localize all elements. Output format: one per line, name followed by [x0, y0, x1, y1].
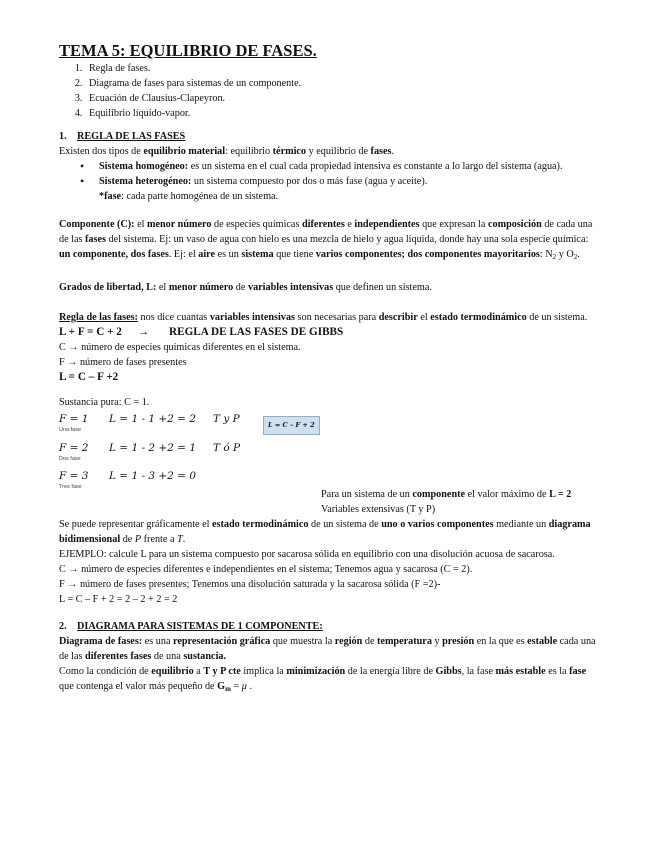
phase-count: F = 3: [59, 470, 89, 482]
toc-item: 3. Ecuación de Clausius-Clapeyron.: [85, 91, 599, 106]
phase-count-caption: Una fase: [59, 427, 82, 433]
graphical-representation-paragraph: Se puede representar gráficamente el estado termodinámico de un sistema de uno o varios componentes mediante un diagrama bidimensional de P frente a T.: [59, 519, 591, 545]
page-title: TEMA 5: EQUILIBRIO DE FASES.: [59, 41, 317, 60]
phase-rule-formula: L + F = C + 2: [59, 326, 122, 338]
component-definition: Componente (C): el menor número de especies químicas diferentes e independientes que expresan la composición de cada una de las fases del sistema. Ej: un vaso de agua con hielo es una mezcla de hielo y agua líquida, donde hay una sola especie química: un componente, dos fases. Ej: el aire es un sistema que tiene varios componentes; dos componentes mayoritarios: $N_2$ y $O_2$.: [59, 219, 593, 261]
table-row: [59, 412, 320, 435]
system-types-list: [59, 159, 599, 189]
table-of-contents: [59, 61, 599, 121]
formula-box: L = C – F + 2: [263, 416, 320, 435]
extensive-variables-note: Variables extensivas (T y P): [321, 504, 436, 515]
freedom-calc: L = 1 - 1 +2 = 2: [109, 413, 196, 425]
pure-substance-table: [59, 412, 320, 491]
equilibrium-types-paragraph: Existen dos tipos de equilibrio material: equilibrio térmico y equilibrio de fases.: [59, 146, 395, 157]
list-item-heterogeneous: • Sistema heterogéneo: un sistema compuesto por dos o más fase (agua y aceite).: [99, 174, 599, 189]
phase-count-caption: Tres fase: [59, 484, 82, 490]
phase-definition: *fase: cada parte homogénea de un sistema.: [99, 191, 279, 202]
l-formula: L = C – F +2: [59, 371, 119, 383]
example-statement: EJEMPLO: calcule L para un sistema compuesto por sacarosa sólida en equilibrio con una disolución acuosa de sacarosa.: [59, 549, 555, 560]
document-page: [59, 41, 599, 697]
degrees-of-freedom-definition: Grados de libertad, L: el menor número de variables intensivas que definen un sistema.: [59, 282, 432, 293]
toc-item: 1. Regla de fases.: [85, 61, 599, 76]
arrow-icon: →: [137, 326, 150, 338]
section-2-heading: 2. DIAGRAMA PARA SISTEMAS DE 1 COMPONENTE:: [59, 621, 323, 632]
equilibrium-condition-paragraph: Como la condición de equilibrio a T y P cte implica la minimización de la energía libre de Gibbs, la fase más estable es la fase que contenga el valor más pequeño de $G_m = \mu$ .: [59, 666, 587, 693]
toc-item: 4. Equilibrio líquido-vapor.: [85, 106, 599, 121]
phase-count-caption: Dos fase: [59, 456, 81, 462]
f-definition: F → número de fases presentes: [59, 357, 187, 368]
table-row: [59, 463, 320, 491]
phase-count: F = 2: [59, 442, 89, 454]
c-definition: C → número de especies químicas diferentes en el sistema.: [59, 342, 301, 353]
gibbs-rule-label: REGLA DE LAS FASES DE GIBBS: [169, 326, 344, 338]
phase-diagram-definition: Diagrama de fases: es una representación gráfica que muestra la región de temperatura y presión en la que es estable cada una de las diferentes fases de una sustancia.: [59, 636, 596, 662]
max-freedom-note: Para un sistema de un componente el valor máximo de L = 2: [321, 489, 572, 500]
toc-item: 2. Diagrama de fases para sistemas de un componente.: [85, 76, 599, 91]
freedom-calc: L = 1 - 2 +2 = 1: [109, 442, 196, 454]
example-c-line: C → número de especies diferentes e independientes en el sistema; Tenemos agua y sacarosa (C = 2).: [59, 564, 473, 575]
phase-rule-paragraph: Regla de las fases: nos dice cuantas variables intensivas son necesarias para describir el estado termodinámico de un sistema.: [59, 312, 588, 323]
list-item-homogeneous: • Sistema homogéneo: es un sistema en el cual cada propiedad intensiva es constante a lo largo del sistema (agua).: [99, 159, 599, 174]
table-row: [59, 435, 320, 463]
variables: T ó P: [213, 442, 241, 454]
pure-substance-label: Sustancia pura: C = 1.: [59, 397, 150, 408]
phase-count: F = 1: [59, 413, 89, 425]
gibbs-rule-line: [59, 325, 599, 340]
freedom-calc: L = 1 - 3 +2 = 0: [109, 470, 196, 482]
example-f-line: F → número de fases presentes; Tenemos una disolución saturada y la sacarosa sólida (F =2)-: [59, 579, 441, 590]
example-l-line: L = C – F + 2 = 2 – 2 + 2 = 2: [59, 594, 178, 605]
variables: [213, 463, 253, 491]
variables: T y P: [213, 413, 240, 425]
section-1-heading: 1. REGLA DE LAS FASES: [59, 131, 186, 142]
